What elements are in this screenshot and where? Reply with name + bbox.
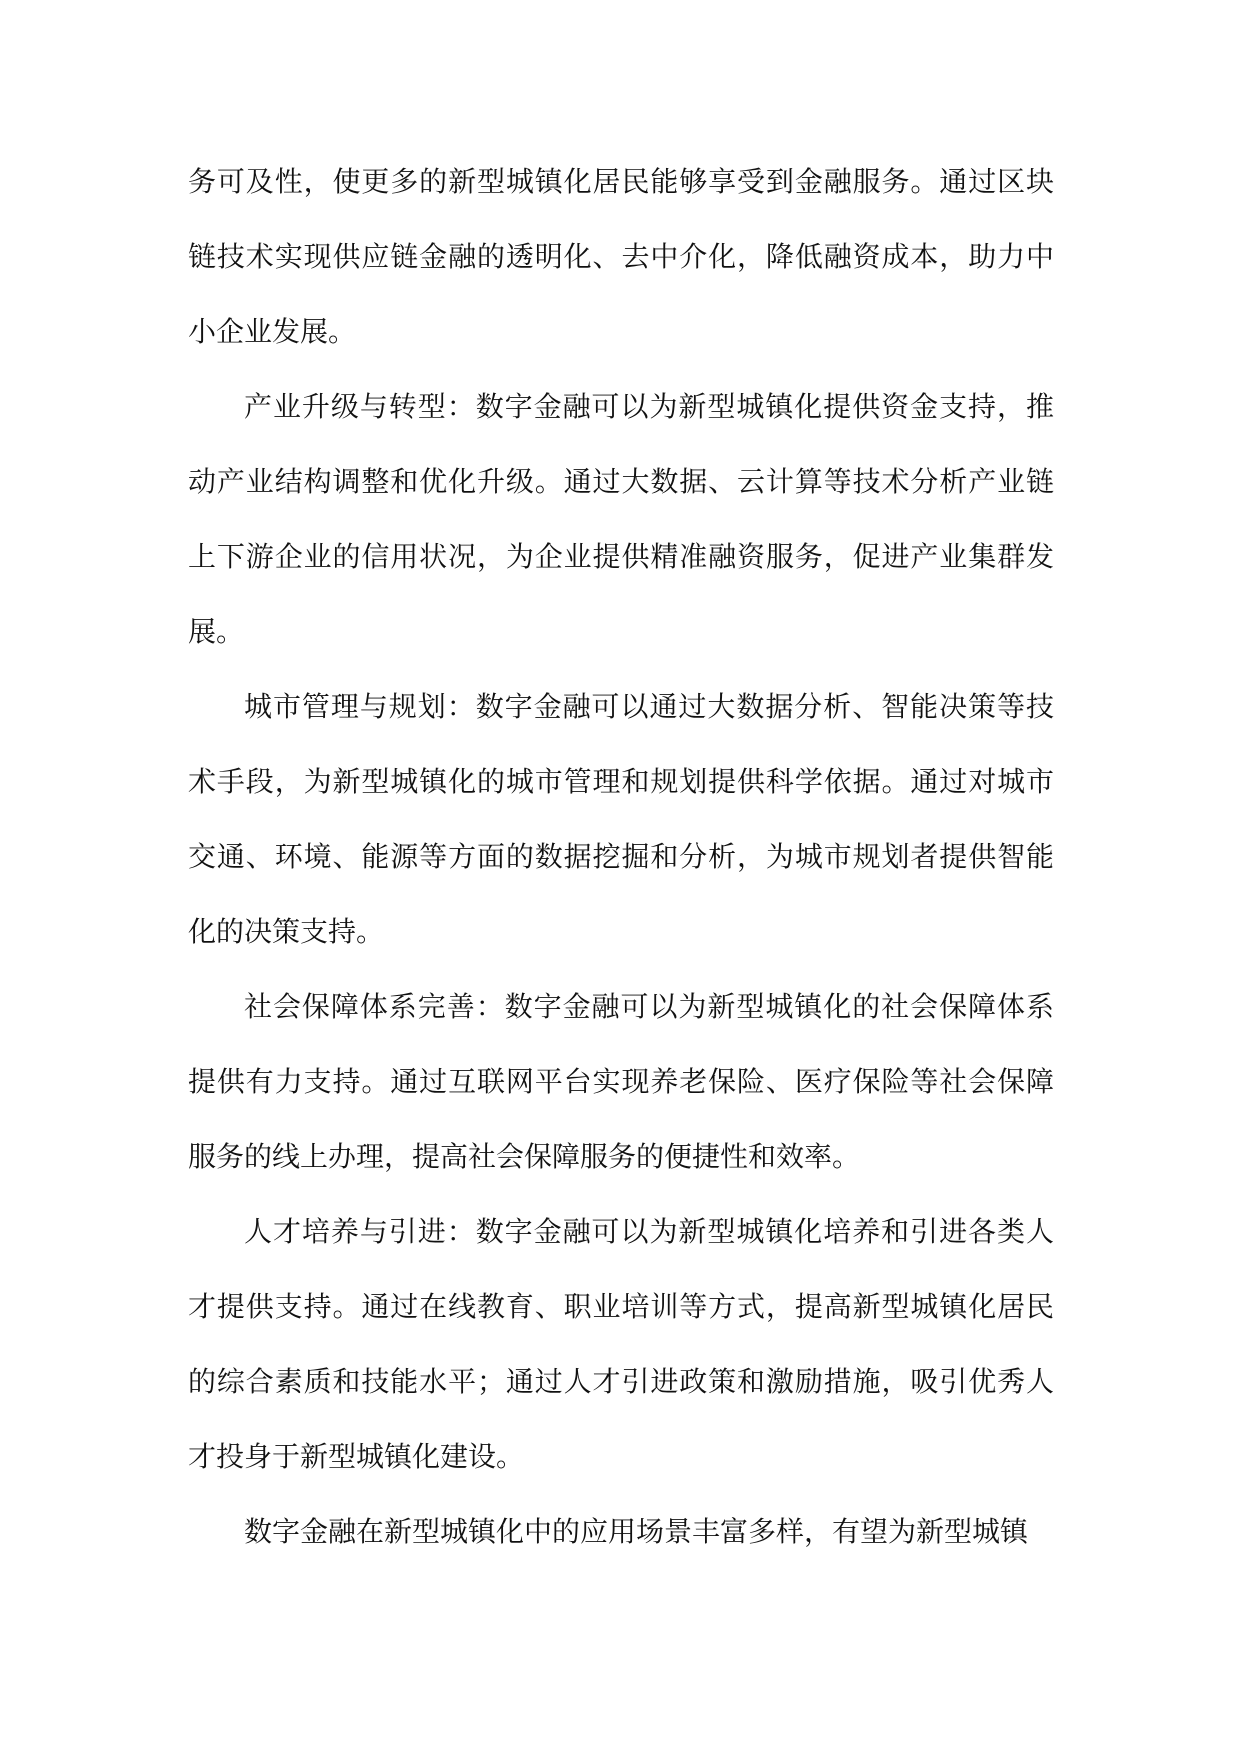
paragraph-continuation: 务可及性，使更多的新型城镇化居民能够享受到金融服务。通过区块链技术实现供应链金融的透明化、去中介化，降低融资成本，助力中小企业发展。 <box>188 165 1054 348</box>
paragraph-city-management: 城市管理与规划：数字金融可以通过大数据分析、智能决策等技术手段，为新型城镇化的城市管理和规划提供科学依据。通过对城市交通、环境、能源等方面的数据挖掘和分析，为城市规划者提供智能化的决策支持。 <box>188 690 1054 948</box>
paragraph-talent: 人才培养与引进：数字金融可以为新型城镇化培养和引进各类人才提供支持。通过在线教育、职业培训等方式，提高新型城镇化居民的综合素质和技能水平；通过人才引进政策和激励措施，吸引优秀人才投身于新型城镇化建设。 <box>188 1215 1054 1473</box>
document-body <box>188 144 1054 1569</box>
paragraph-summary: 数字金融在新型城镇化中的应用场景丰富多样，有望为新型城镇 <box>244 1515 1029 1548</box>
paragraph-industry-upgrade: 产业升级与转型：数字金融可以为新型城镇化提供资金支持，推动产业结构调整和优化升级。通过大数据、云计算等技术分析产业链上下游企业的信用状况，为企业提供精准融资服务，促进产业集群发展。 <box>188 390 1054 648</box>
paragraph-social-security: 社会保障体系完善：数字金融可以为新型城镇化的社会保障体系提供有力支持。通过互联网平台实现养老保险、医疗保险等社会保障服务的线上办理，提高社会保障服务的便捷性和效率。 <box>188 990 1054 1173</box>
